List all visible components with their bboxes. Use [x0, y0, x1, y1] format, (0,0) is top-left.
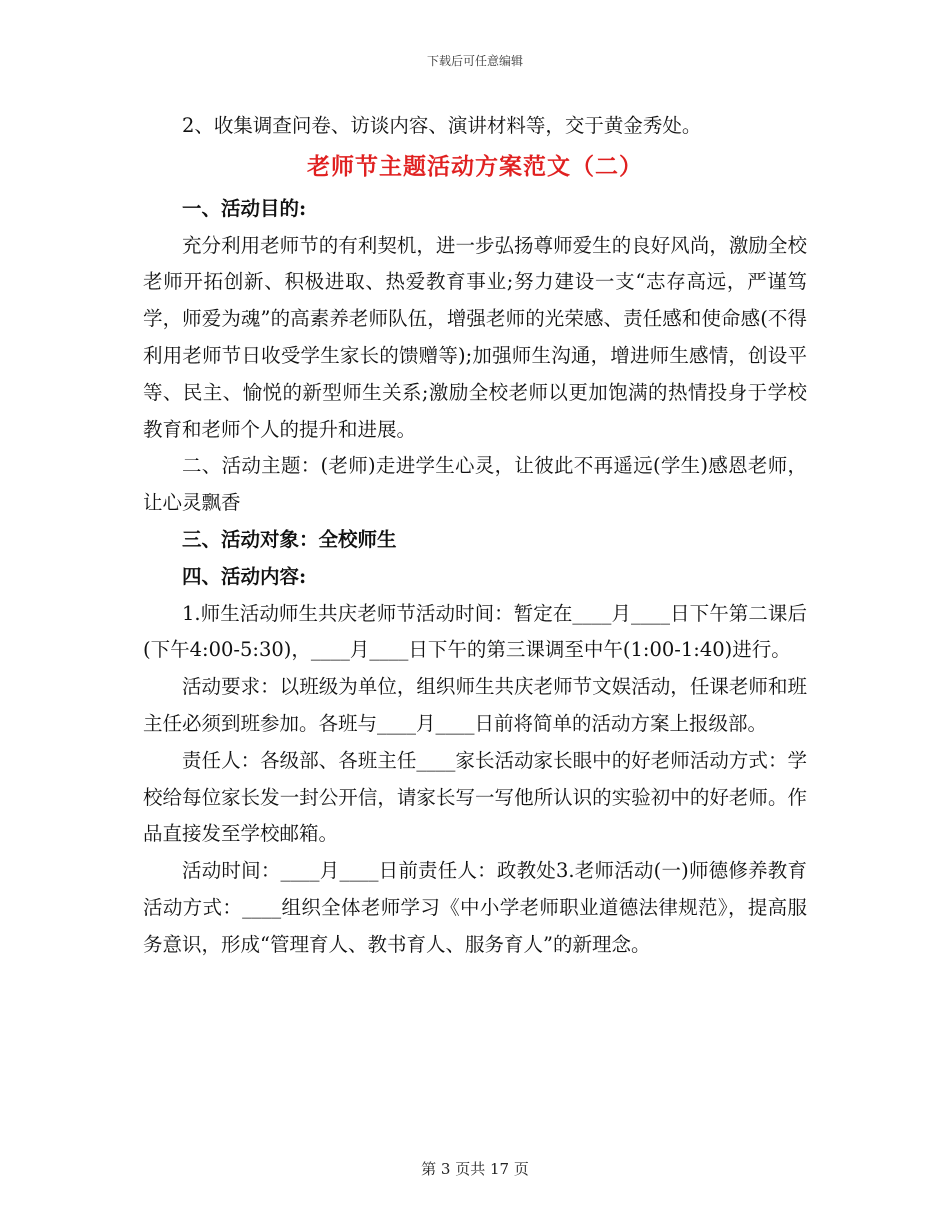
paragraph-responsible-persons: 责任人：各级部、各班主任____家长活动家长眼中的好老师活动方式：学校给每位家长发一封公开信，请家长写一写他所认识的实验初中的好老师。作品直接发至学校邮箱。: [143, 748, 807, 846]
heading-activity-purpose: 一、活动目的:: [182, 196, 307, 220]
document-body: [143, 108, 807, 964]
section-title: 老师节主题活动方案范文（二）: [307, 152, 643, 180]
heading-activity-target: 三、活动对象：全校师生: [182, 527, 397, 551]
paragraph-activity-theme: 二、活动主题：(老师)走进学生心灵，让彼此不再遥远(学生)感恩老师，让心灵飘香: [143, 454, 807, 515]
page-footer: 第 3 页共 17 页: [421, 1160, 529, 1178]
page-header: 下载后可任意编辑: [426, 54, 523, 68]
paragraph-activity-purpose: 充分利用老师节的有利契机，进一步弘扬尊师爱生的良好风尚，激励全校老师开拓创新、积极进取、热爱教育事业;努力建设一支“志存高远，严谨笃学，师爱为魂”的高素养老师队伍，增强老师的光荣感、责任感和使命感(不得利用老师节日收受学生家长的馈赠等);加强师生沟通，增进师生感情，创设平等、民主、愉悦的新型师生关系;激励全校老师以更加饱满的热情投身于学校教育和老师个人的提升和进展。: [143, 233, 807, 441]
paragraph-teacher-student-activity: 1.师生活动师生共庆老师节活动时间：暂定在____月____日下午第二课后(下午4:00-5:30)，____月____日下午的第三课调至中午(1:00-1:40)进行。: [143, 601, 807, 662]
paragraph-activity-time: 活动时间：____月____日前责任人：政教处3.老师活动(一)师德修养教育活动方式：____组织全体老师学习《中小学老师职业道德法律规范》，提高服务意识，形成“管理育人、教书育人、服务育人”的新理念。: [143, 859, 807, 956]
paragraph-collect-materials: 2、收集调查问卷、访谈内容、演讲材料等，交于黄金秀处。: [182, 114, 702, 137]
paragraph-activity-requirements: 活动要求：以班级为单位，组织师生共庆老师节文娱活动，任课老师和班主任必须到班参加。各班与____月____日前将简单的活动方案上报级部。: [143, 675, 807, 735]
heading-activity-content: 四、活动内容:: [182, 564, 307, 588]
